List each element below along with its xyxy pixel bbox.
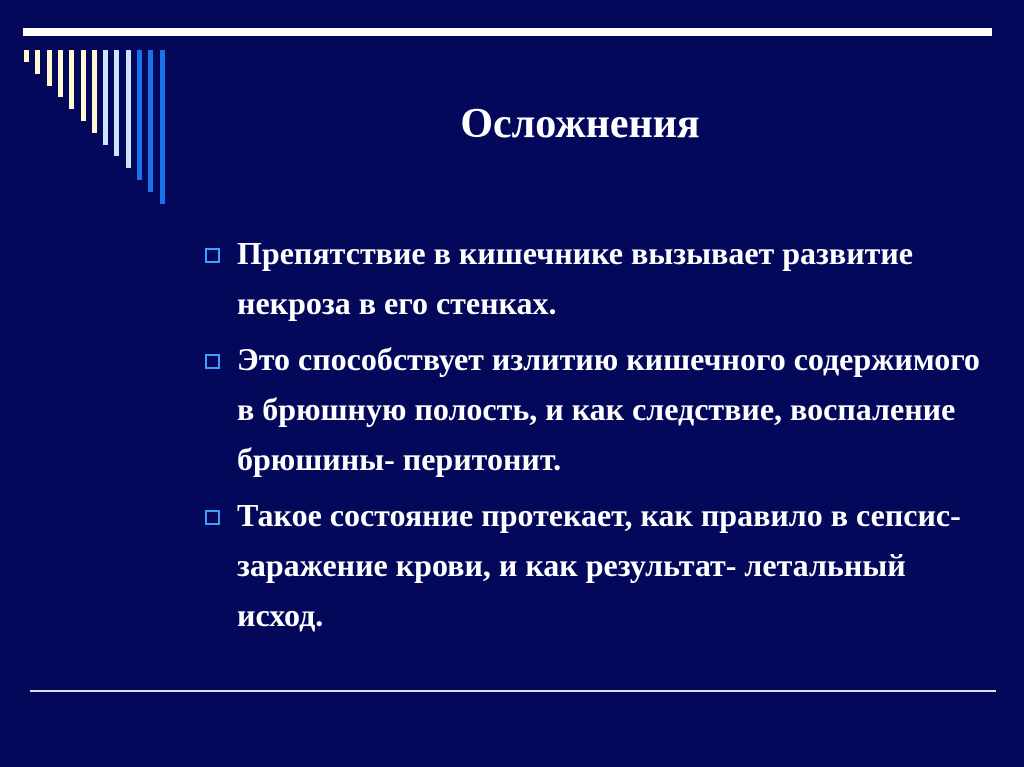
bullet-text: Это способствует излитию кишечного содержимого в брюшную полость, и как следствие, воспаление брюшины- перитонит.	[237, 341, 980, 477]
bottom-rule	[30, 690, 996, 692]
slide-title: Осложнения	[460, 101, 700, 147]
decorative-bar	[137, 50, 142, 180]
decorative-bar	[126, 50, 131, 168]
top-rule	[23, 28, 992, 36]
square-bullet-icon	[205, 510, 220, 525]
decorative-bar	[58, 50, 63, 97]
decorative-bar	[69, 50, 74, 109]
decorative-bar	[160, 50, 165, 204]
bullet-list	[200, 228, 990, 646]
bullet-item	[200, 228, 990, 328]
decorative-bar	[114, 50, 119, 156]
bullet-item	[200, 490, 990, 640]
bullet-item	[200, 334, 990, 484]
decorative-bar	[35, 50, 40, 74]
decorative-bar	[92, 50, 97, 133]
square-bullet-icon	[205, 354, 220, 369]
decorative-bar	[148, 50, 153, 192]
bullet-text: Такое состояние протекает, как правило в сепсис- заражение крови, и как результат- летальный исход.	[237, 497, 961, 633]
square-bullet-icon	[205, 248, 220, 263]
decorative-bar	[24, 50, 29, 62]
decorative-bar	[47, 50, 52, 86]
decorative-bar	[103, 50, 108, 145]
bullet-text: Препятствие в кишечнике вызывает развитие некроза в его стенках.	[237, 235, 913, 321]
decorative-bar	[81, 50, 86, 121]
